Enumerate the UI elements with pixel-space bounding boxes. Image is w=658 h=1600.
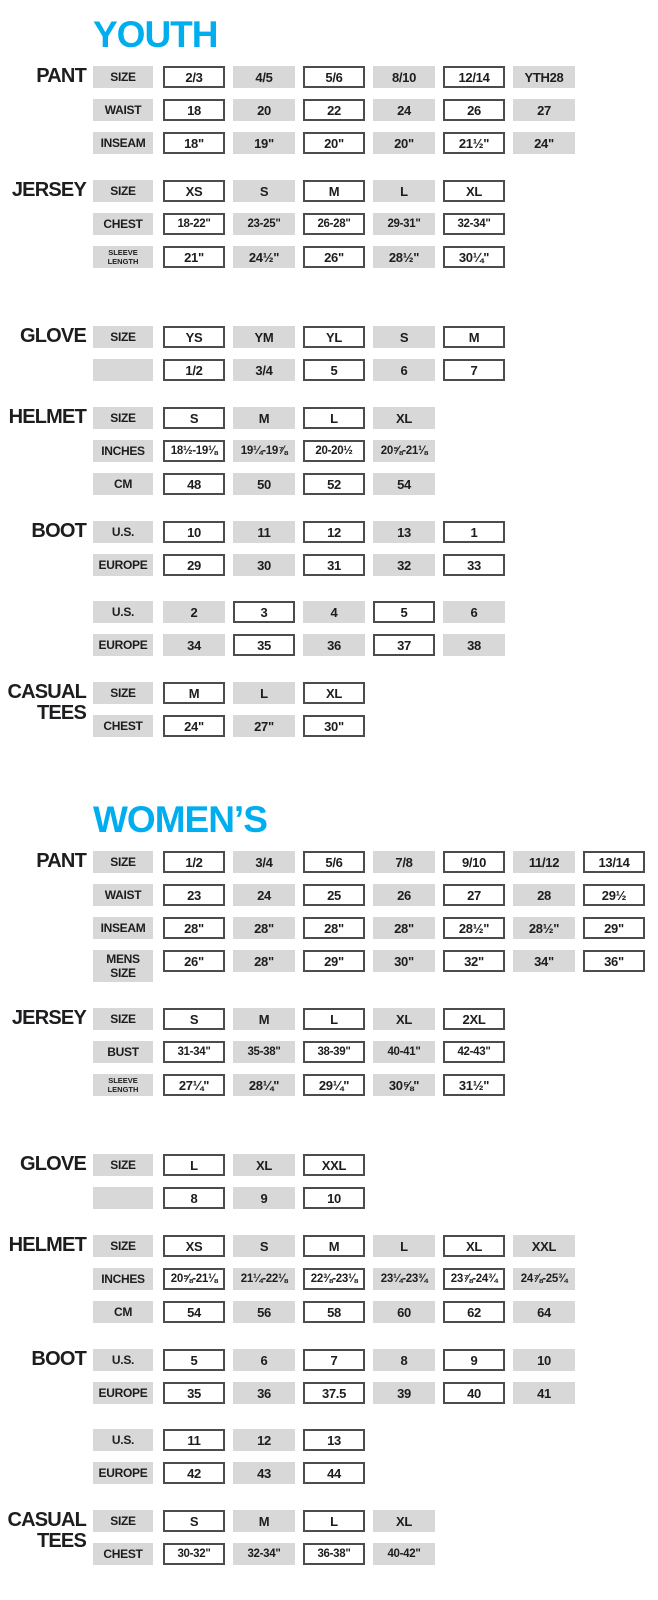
table-cell: 62 <box>443 1301 505 1323</box>
table-cell: S <box>163 1008 225 1030</box>
table-cell: 20-20½ <box>303 440 365 462</box>
table-cell: 8 <box>373 1349 435 1371</box>
table-row <box>93 213 658 235</box>
group-youth-boot <box>6 521 658 656</box>
row-label: CHEST <box>93 213 153 235</box>
row-label: SIZE <box>93 66 153 88</box>
table-cell: 56 <box>233 1301 295 1323</box>
table-cell: S <box>163 407 225 429</box>
table-cell: 5 <box>373 601 435 623</box>
table-cell: 20" <box>303 132 365 154</box>
table-cell: 2 <box>163 601 225 623</box>
table-cell: 30⅝" <box>373 1074 435 1096</box>
table-cell: M <box>443 326 505 348</box>
table-row <box>93 180 658 202</box>
row-label <box>93 1187 153 1209</box>
table-cell: 42 <box>163 1462 225 1484</box>
group-youth-casual-tees <box>6 682 658 737</box>
table-cell: 21¼-22⅛ <box>233 1268 295 1290</box>
table-cell: 43 <box>233 1462 295 1484</box>
table-cell: L <box>373 180 435 202</box>
table-cell: 37.5 <box>303 1382 365 1404</box>
table-cell: 7 <box>303 1349 365 1371</box>
table-cell: 24 <box>233 884 295 906</box>
section-youth <box>6 14 658 737</box>
table-cell: 32-34" <box>443 213 505 235</box>
table-cell: 24" <box>163 715 225 737</box>
table-cell: 44 <box>303 1462 365 1484</box>
table-cell: 27" <box>233 715 295 737</box>
table-row <box>93 66 658 88</box>
table-cell: 19" <box>233 132 295 154</box>
table-cell: YL <box>303 326 365 348</box>
table-cell: 28½" <box>443 917 505 939</box>
table-row <box>93 851 658 873</box>
row-label: WAIST <box>93 884 153 906</box>
table-cell: 1 <box>443 521 505 543</box>
table-cell: 18½-19⅛ <box>163 440 225 462</box>
row-label: BUST <box>93 1041 153 1063</box>
section-womens <box>6 799 658 1565</box>
group-title: PANT <box>36 65 86 87</box>
group-title: BOOT <box>31 520 86 542</box>
table-cell: 36 <box>233 1382 295 1404</box>
row-label: U.S. <box>93 521 153 543</box>
table-cell: L <box>303 1510 365 1532</box>
group-womens-casual-tees <box>6 1510 658 1565</box>
row-label: EUROPE <box>93 554 153 576</box>
table-cell: 32-34" <box>233 1543 295 1565</box>
row-label: INSEAM <box>93 917 153 939</box>
table-row <box>93 1154 658 1176</box>
table-cell: 31 <box>303 554 365 576</box>
row-label: SLEEVE LENGTH <box>93 246 153 268</box>
table-cell: 28½" <box>513 917 575 939</box>
table-cell: L <box>303 407 365 429</box>
table-cell: 34 <box>163 634 225 656</box>
table-cell: 24" <box>513 132 575 154</box>
table-row <box>93 1268 658 1290</box>
table-cell: 64 <box>513 1301 575 1323</box>
table-cell: 28" <box>233 950 295 972</box>
table-cell: 36" <box>583 950 645 972</box>
table-cell: 10 <box>513 1349 575 1371</box>
row-label: EUROPE <box>93 1462 153 1484</box>
table-cell: 10 <box>163 521 225 543</box>
table-cell: 42-43" <box>443 1041 505 1063</box>
group-title: GLOVE <box>19 1153 86 1175</box>
row-label: EUROPE <box>93 1382 153 1404</box>
table-cell: 29-31" <box>373 213 435 235</box>
table-cell: XS <box>163 1235 225 1257</box>
table-cell: 1/2 <box>163 359 225 381</box>
table-cell: 28 <box>513 884 575 906</box>
table-cell: S <box>373 326 435 348</box>
table-cell: 30¼" <box>443 246 505 268</box>
table-cell: 35 <box>163 1382 225 1404</box>
table-cell: 40 <box>443 1382 505 1404</box>
table-row <box>93 884 658 906</box>
row-label: SIZE <box>93 851 153 873</box>
table-cell: XS <box>163 180 225 202</box>
row-label: CM <box>93 1301 153 1323</box>
group-title: HELMET <box>8 1234 86 1256</box>
table-cell: 9 <box>443 1349 505 1371</box>
row-label: U.S. <box>93 1429 153 1451</box>
table-cell: XL <box>373 1008 435 1030</box>
table-cell: 39 <box>373 1382 435 1404</box>
group-title: HELMET <box>8 406 86 428</box>
table-cell: 6 <box>443 601 505 623</box>
table-cell: 12/14 <box>443 66 505 88</box>
table-cell: 4 <box>303 601 365 623</box>
group-title: JERSEY <box>11 179 86 201</box>
table-row <box>93 601 658 623</box>
table-row <box>93 554 658 576</box>
table-row <box>93 950 658 982</box>
table-cell: 4/5 <box>233 66 295 88</box>
table-cell: YS <box>163 326 225 348</box>
table-row <box>93 1543 658 1565</box>
table-cell: XL <box>443 1235 505 1257</box>
table-cell: 24 <box>373 99 435 121</box>
table-cell: L <box>373 1235 435 1257</box>
row-label: CHEST <box>93 715 153 737</box>
table-cell: 13 <box>303 1429 365 1451</box>
table-cell: 29¼" <box>303 1074 365 1096</box>
table-row <box>93 1462 658 1484</box>
table-cell: L <box>233 682 295 704</box>
table-row <box>93 132 658 154</box>
table-cell: 5 <box>163 1349 225 1371</box>
table-cell: 29" <box>583 917 645 939</box>
table-cell: 12 <box>303 521 365 543</box>
row-label: WAIST <box>93 99 153 121</box>
table-row <box>93 715 658 737</box>
row-label: INCHES <box>93 1268 153 1290</box>
table-cell: 22⅜-23⅛ <box>303 1268 365 1290</box>
table-cell: 2XL <box>443 1008 505 1030</box>
table-cell: M <box>163 682 225 704</box>
table-cell: 30 <box>233 554 295 576</box>
table-cell: L <box>303 1008 365 1030</box>
table-row <box>93 1382 658 1404</box>
table-cell: 3 <box>233 601 295 623</box>
table-cell: 31½" <box>443 1074 505 1096</box>
table-cell: XL <box>373 407 435 429</box>
group-womens-helmet <box>6 1235 658 1323</box>
table-cell: 6 <box>373 359 435 381</box>
table-cell: 18-22" <box>163 213 225 235</box>
table-cell: 24½" <box>233 246 295 268</box>
table-cell: 58 <box>303 1301 365 1323</box>
table-cell: 35 <box>233 634 295 656</box>
table-cell: 30" <box>303 715 365 737</box>
table-row <box>93 1008 658 1030</box>
table-cell: 13/14 <box>583 851 645 873</box>
table-cell: 35-38" <box>233 1041 295 1063</box>
table-cell: 32 <box>373 554 435 576</box>
table-cell: 5 <box>303 359 365 381</box>
row-label: SIZE <box>93 1154 153 1176</box>
table-cell: 41 <box>513 1382 575 1404</box>
table-cell: 22 <box>303 99 365 121</box>
table-cell: XL <box>233 1154 295 1176</box>
table-cell: M <box>233 1510 295 1532</box>
table-row <box>93 1187 658 1209</box>
table-cell: 2/3 <box>163 66 225 88</box>
table-cell: M <box>233 407 295 429</box>
table-cell: XL <box>443 180 505 202</box>
table-cell: M <box>303 1235 365 1257</box>
table-row <box>93 359 658 381</box>
table-row <box>93 682 658 704</box>
table-cell: 26" <box>163 950 225 972</box>
table-cell: 40-42" <box>373 1543 435 1565</box>
table-cell: 23 <box>163 884 225 906</box>
group-title: CASUAL TEES <box>7 681 86 724</box>
table-cell: 1/2 <box>163 851 225 873</box>
table-cell: 7 <box>443 359 505 381</box>
table-cell: 30" <box>373 950 435 972</box>
table-cell: XXL <box>513 1235 575 1257</box>
table-cell: 5/6 <box>303 66 365 88</box>
table-cell: XL <box>303 682 365 704</box>
table-row <box>93 440 658 462</box>
table-row <box>93 473 658 495</box>
row-label <box>93 359 153 381</box>
table-cell: 26 <box>373 884 435 906</box>
table-row <box>93 246 658 268</box>
table-cell: 28½" <box>373 246 435 268</box>
table-cell: 3/4 <box>233 359 295 381</box>
table-cell: 26-28" <box>303 213 365 235</box>
group-title: GLOVE <box>19 325 86 347</box>
table-row <box>93 1074 658 1096</box>
table-cell: S <box>233 180 295 202</box>
table-cell: 50 <box>233 473 295 495</box>
table-cell: 29 <box>163 554 225 576</box>
row-label: SIZE <box>93 1510 153 1532</box>
table-cell: 23¼-23¾ <box>373 1268 435 1290</box>
table-cell: 52 <box>303 473 365 495</box>
row-label: MENS SIZE <box>93 950 153 982</box>
table-row <box>93 1041 658 1063</box>
table-cell: 28" <box>233 917 295 939</box>
table-cell: 27 <box>443 884 505 906</box>
group-title: CASUAL TEES <box>7 1509 86 1552</box>
table-row <box>93 917 658 939</box>
table-cell: 54 <box>163 1301 225 1323</box>
table-cell: 10 <box>303 1187 365 1209</box>
row-label: SIZE <box>93 407 153 429</box>
section-heading-womens: WOMEN’S <box>93 799 267 840</box>
table-cell: S <box>163 1510 225 1532</box>
group-youth-pant <box>6 66 658 154</box>
table-cell: 23-25" <box>233 213 295 235</box>
table-cell: 13 <box>373 521 435 543</box>
table-cell: 54 <box>373 473 435 495</box>
row-label: INSEAM <box>93 132 153 154</box>
table-cell: 18 <box>163 99 225 121</box>
table-cell: 8 <box>163 1187 225 1209</box>
table-cell: 33 <box>443 554 505 576</box>
table-cell: 27¼" <box>163 1074 225 1096</box>
table-cell: 38 <box>443 634 505 656</box>
table-cell: 20 <box>233 99 295 121</box>
row-label: SIZE <box>93 180 153 202</box>
table-cell: 12 <box>233 1429 295 1451</box>
table-cell: 34" <box>513 950 575 972</box>
table-cell: 37 <box>373 634 435 656</box>
table-cell: 28" <box>163 917 225 939</box>
table-cell: 26" <box>303 246 365 268</box>
group-youth-jersey <box>6 180 658 268</box>
table-cell: 29½ <box>583 884 645 906</box>
table-cell: 11 <box>233 521 295 543</box>
table-cell: L <box>163 1154 225 1176</box>
table-cell: 24⅞-25¾ <box>513 1268 575 1290</box>
group-youth-glove <box>6 326 658 381</box>
group-youth-helmet <box>6 407 658 495</box>
table-cell: 20⅝-21⅛ <box>373 440 435 462</box>
table-cell: 20" <box>373 132 435 154</box>
table-cell: 31-34" <box>163 1041 225 1063</box>
table-cell: 36 <box>303 634 365 656</box>
table-row <box>93 407 658 429</box>
table-cell: M <box>303 180 365 202</box>
table-cell: 38-39" <box>303 1041 365 1063</box>
group-title: JERSEY <box>11 1007 86 1029</box>
table-row <box>93 326 658 348</box>
table-cell: 28¼" <box>233 1074 295 1096</box>
table-cell: 19¼-19⅞ <box>233 440 295 462</box>
table-cell: XXL <box>303 1154 365 1176</box>
row-label: SIZE <box>93 1008 153 1030</box>
table-cell: 26 <box>443 99 505 121</box>
table-cell: 60 <box>373 1301 435 1323</box>
table-cell: 36-38" <box>303 1543 365 1565</box>
table-cell: 48 <box>163 473 225 495</box>
table-cell: YTH28 <box>513 66 575 88</box>
row-label: CM <box>93 473 153 495</box>
table-cell: 11 <box>163 1429 225 1451</box>
table-cell: 21½" <box>443 132 505 154</box>
table-cell: M <box>233 1008 295 1030</box>
group-womens-glove <box>6 1154 658 1209</box>
row-label: U.S. <box>93 1349 153 1371</box>
row-label: INCHES <box>93 440 153 462</box>
table-row <box>93 1301 658 1323</box>
table-cell: 28" <box>373 917 435 939</box>
table-cell: YM <box>233 326 295 348</box>
table-row <box>93 99 658 121</box>
table-row <box>93 1429 658 1451</box>
table-cell: 21" <box>163 246 225 268</box>
table-cell: 40-41" <box>373 1041 435 1063</box>
table-cell: 8/10 <box>373 66 435 88</box>
table-row <box>93 1349 658 1371</box>
table-cell: S <box>233 1235 295 1257</box>
table-cell: 9 <box>233 1187 295 1209</box>
group-womens-jersey <box>6 1008 658 1096</box>
table-cell: 23⅞-24¾ <box>443 1268 505 1290</box>
row-label: SLEEVE LENGTH <box>93 1074 153 1096</box>
table-row <box>93 634 658 656</box>
section-heading-youth: YOUTH <box>93 14 218 55</box>
group-womens-pant <box>6 851 658 982</box>
table-cell: 32" <box>443 950 505 972</box>
table-cell: 5/6 <box>303 851 365 873</box>
group-title: BOOT <box>31 1348 86 1370</box>
table-row <box>93 521 658 543</box>
group-title: PANT <box>36 850 86 872</box>
row-label: SIZE <box>93 326 153 348</box>
table-cell: 7/8 <box>373 851 435 873</box>
table-cell: 3/4 <box>233 851 295 873</box>
row-label: CHEST <box>93 1543 153 1565</box>
table-cell: 27 <box>513 99 575 121</box>
table-cell: 18" <box>163 132 225 154</box>
table-row <box>93 1235 658 1257</box>
table-cell: 25 <box>303 884 365 906</box>
table-cell: 20⅝-21⅛ <box>163 1268 225 1290</box>
table-cell: 6 <box>233 1349 295 1371</box>
table-cell: 29" <box>303 950 365 972</box>
table-cell: 9/10 <box>443 851 505 873</box>
group-womens-boot <box>6 1349 658 1484</box>
table-cell: 11/12 <box>513 851 575 873</box>
table-cell: XL <box>373 1510 435 1532</box>
row-label: U.S. <box>93 601 153 623</box>
row-label: EUROPE <box>93 634 153 656</box>
row-label: SIZE <box>93 1235 153 1257</box>
table-cell: 28" <box>303 917 365 939</box>
row-label: SIZE <box>93 682 153 704</box>
table-row <box>93 1510 658 1532</box>
table-cell: 30-32" <box>163 1543 225 1565</box>
